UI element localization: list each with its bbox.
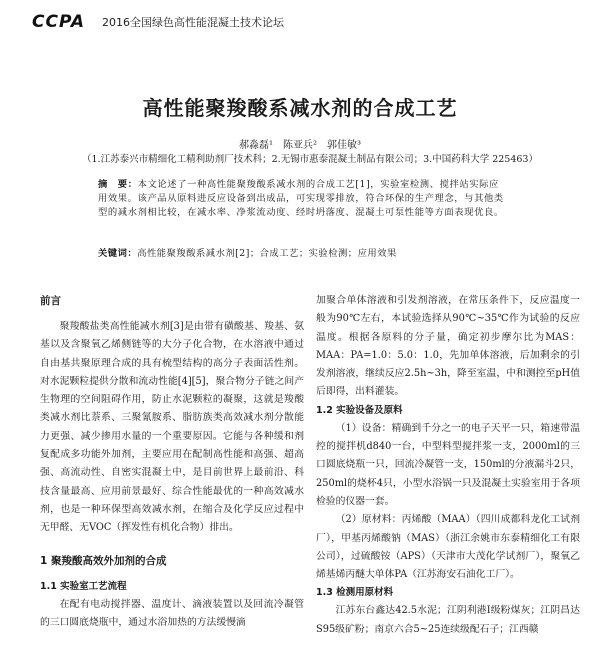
section-1-1-heading: 1.1 实验室工艺流程 [40,580,127,592]
section-1-3-heading: 1.3 检测用原材料 [316,587,394,599]
paper-authors: 郝淼磊¹ 陈亚兵² 郭佳敏³ [238,140,362,151]
section-1-heading: 1 聚羧酸高效外加剂的合成 [40,554,167,567]
paper-title: 高性能聚羧酸系减水剂的合成工艺 [142,96,458,120]
keywords [98,245,506,259]
abstract [98,178,506,220]
paper-affiliations: （1.江苏泰兴市精细化工精利助剂厂技术科；2.无锡市惠泰混凝土制品有限公司；3.中国药科大学 225463） [82,154,538,165]
keywords-text: 高性能聚羧酸系减水剂[2]；合成工艺；实验检测；应用效果 [137,248,397,259]
section-1-3-text: 江苏东台鑫达42.5水泥；江阴利港I级粉煤灰；江阴昌达S95级矿粉；南京六合5~25连续级配石子；江西赣 [316,605,580,635]
materials-text: （2）原材料：丙烯酸（MAA）（四川成都科龙化工试剂厂），甲基丙烯酸钠（MAS）（浙江余姚市东泰精细化工有限公司），过硫酸铵（APS）（天津市大茂化学试剂厂），聚氧乙烯基烯丙醚大单体PA（江苏海安石油化工厂）。 [316,514,580,581]
left-column [40,292,304,632]
preface-heading: 前言 [40,295,61,307]
right-column [316,292,580,639]
abstract-label: 摘 要： [98,179,138,190]
section-1-2-heading: 1.2 实验设备及原料 [316,404,403,416]
preface-text: 聚羧酸盐类高性能减水剂[3]是由带有磺酸基、羧基、氨基以及含聚氧乙烯侧链等的大分子化合物，在水溶液中通过自由基共聚原理合成的具有梳型结构的高分子表面活性剂。对水泥颗粒提供分散和流动性能[4][5]，聚合物分子链之间产生物理的空间阻碍作用，防止水泥颗粒的凝聚，这就是羧酸类减水剂比萘系、三聚氰胺系、脂肪族类高效减水剂分散能力更强、减少掺用水量的一个重要原因。它能与各种缓和剂复配成多功能外加剂，主要应用在配制高性能和高强、超高强、高流动性、自密实混凝土中，是目前世界上最前沿、科技含量最高、应用前景最好、综合性能最优的一种高效减水剂，也是一种环保型高效减水剂，在缩合及化学反应过程中无甲醛、无VOC（挥发性有机化合物）排出。 [40,321,304,534]
page-header [0,0,600,40]
ccpa-logo: CCPA [32,12,86,32]
section-1-1-text: 在配有电动搅拌器、温度计、滴液装置以及回流冷凝管的三口圆底烧瓶中，通过水浴加热的方法缓慢滴 [40,598,304,628]
abstract-text: 本文论述了一种高性能聚羧酸系减水剂的合成工艺[1]，实验室检测、搅拌站实际应用效果。该产品从原料进反应设备到出成品，可实现零排放，符合环保的生产理念，与其他类型的减水剂相比较，在减水率、净浆流动度、经时坍落度、混凝土可泵性能等方面表现优良。 [98,179,504,218]
keywords-label: 关键词： [98,248,138,259]
conference-name: 2016全国绿色高性能混凝土技术论坛 [102,16,284,29]
continued-text: 加聚合单体溶液和引发剂溶液，在常压条件下，反应温度一般为90℃左右，本试验选择从90℃~35℃作为试验的反应温度。根据各原料的分子量，确定初步摩尔比为MAS：MAA：PA=1.0：5.0：1.0，先加单体溶液，后加剩余的引发剂溶液，继续反应2.5h~3h，降至室温，中和测控至pH值后即得，出料灌装。 [316,295,580,398]
equipment-text: （1）设备：精确到千分之一的电子天平一只，箱速带温控的搅拌机d840一台，中型料型搅拌浆一支，2000ml的三口圆底烧瓶一只，回流冷凝管一支，150ml的分液漏斗2只，250ml的烧杯4只，小型水浴锅一只及混凝土实验室用于各项检验的仪器一套。 [316,422,580,507]
